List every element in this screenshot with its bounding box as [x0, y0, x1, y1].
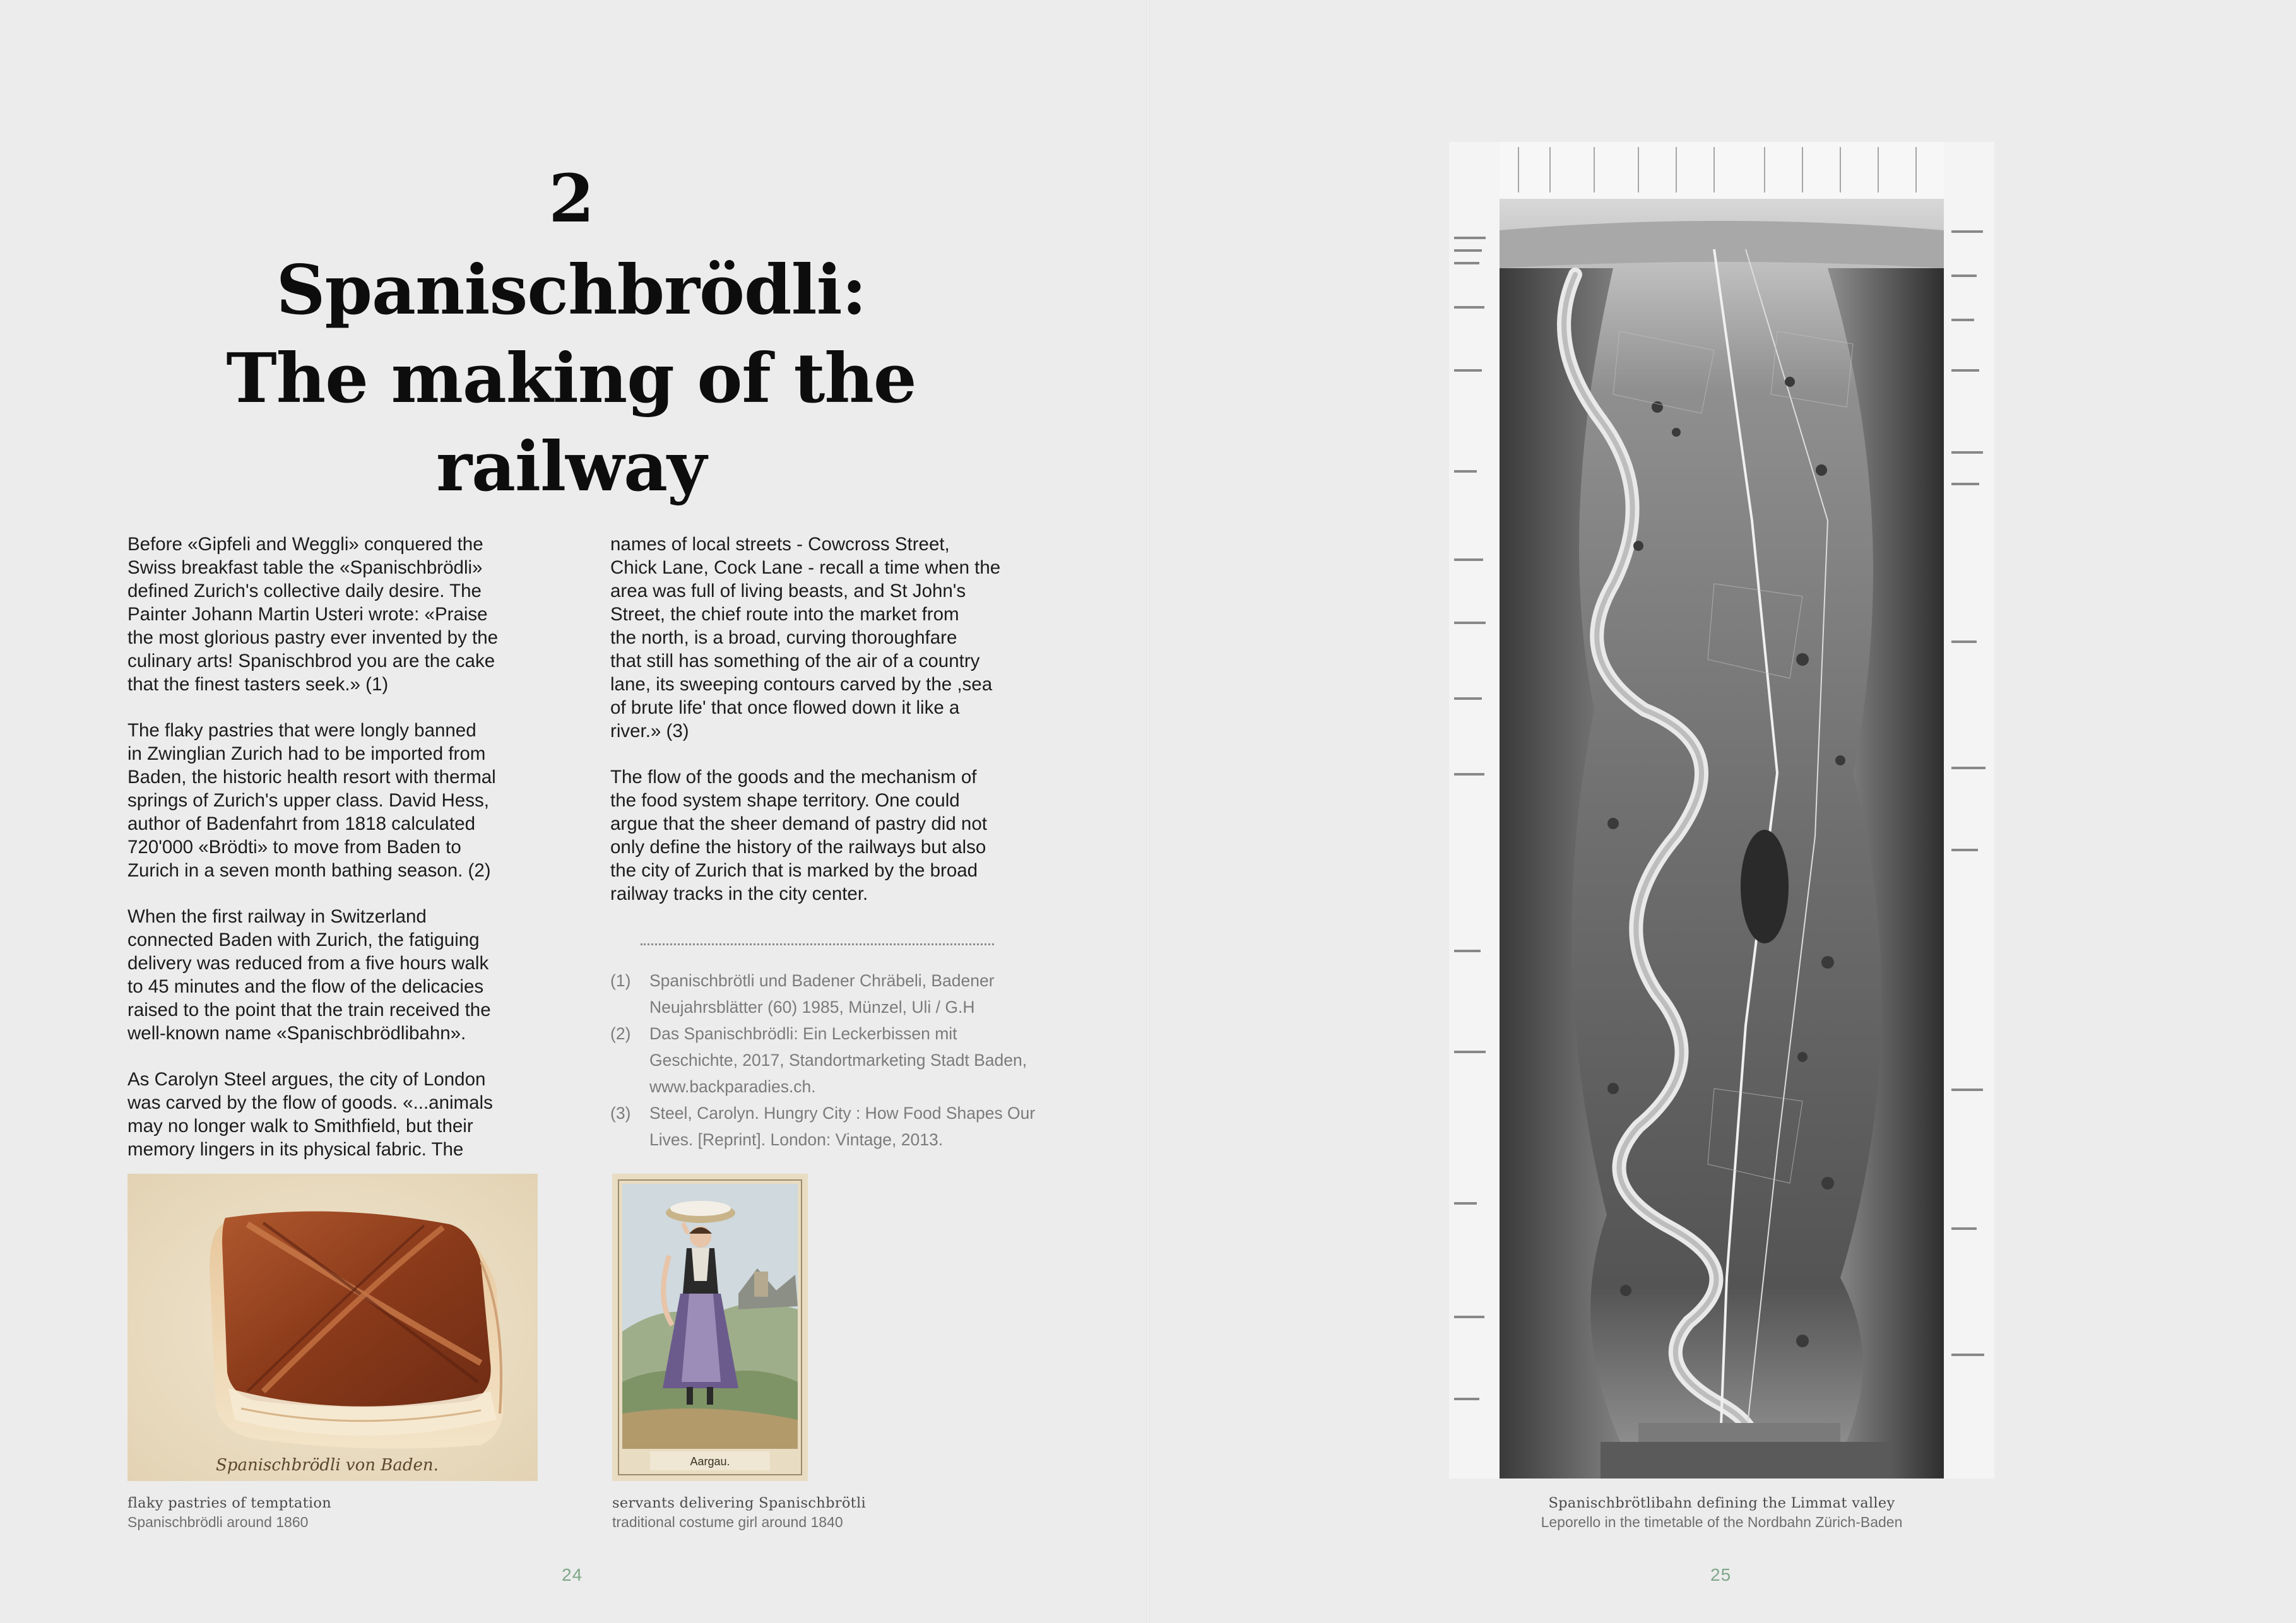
paragraph: Before «Gipfeli and Weggli» conquered the Swiss breakfast table the «Spanischbrödli» defined Zurich's collective daily desire. The Painter Johann Martin Usteri wrote: «Praise the most glorious pastry ever invented by the culinary arts! Spanischbrod you are the cake that the finest tasters seek.» (1) [127, 534, 499, 695]
caption-subtitle: traditional costume girl around 1840 [612, 1514, 843, 1530]
footnote [610, 1020, 1052, 1100]
chapter-title-line-1: Spanischbrödli: [276, 251, 867, 330]
pastry-drawing [127, 1174, 538, 1481]
costume-girl-caption [612, 1494, 866, 1532]
panorama-map-caption [1449, 1494, 1994, 1532]
book-gutter [1146, 0, 1150, 1623]
panorama-map-drawing [1449, 142, 1994, 1478]
footnote [610, 967, 1052, 1020]
chapter-title [95, 151, 1048, 511]
costume-label: Aargau. [690, 1455, 730, 1468]
footnote-text: Das Spanischbrödli: Ein Leckerbissen mit Geschichte, 2017, Standortmarketing Stadt Baden, www.backparadies.ch. [649, 1024, 1027, 1096]
limmat-valley-panorama-map [1449, 142, 1994, 1478]
text-column-2 [610, 533, 1046, 928]
footnote-number: (1) [610, 971, 631, 990]
pastry-script-label: Spanischbrödli von Baden. [216, 1456, 439, 1475]
text-column-1 [127, 533, 563, 1184]
caption-subtitle: Leporello in the timetable of the Nordbahn Zürich-Baden [1541, 1514, 1903, 1530]
caption-title: servants delivering Spanischbrötli [612, 1495, 867, 1511]
footnote-number: (2) [610, 1024, 631, 1043]
paragraph: The flaky pastries that were longly banned in Zwinglian Zurich had to be imported from Baden, the historic health resort with thermal springs of Zurich's upper class. David Hess, author of Badenfahrt from 1818 calculated 720'000 «Brödti» to move from Baden to Zurich in a seven month bathing season. (2) [127, 720, 496, 881]
paragraph: As Carolyn Steel argues, the city of London was carved by the flow of goods. «...animals may no longer walk to Smithfield, but their memory lingers in its physical fabric. The [127, 1069, 493, 1160]
page-number-left: 24 [562, 1565, 583, 1585]
footnote-text: Spanischbrötli und Badener Chräbeli, Badener Neujahrsblätter (60) 1985, Münzel, Uli / G.H [649, 971, 995, 1017]
page-number-right: 25 [1710, 1565, 1732, 1585]
footnote-divider [641, 943, 994, 945]
footnote [610, 1100, 1052, 1153]
caption-title: flaky pastries of temptation [127, 1495, 332, 1511]
footnotes [610, 967, 1052, 1153]
paragraph: When the first railway in Switzerland connected Baden with Zurich, the fatiguing delivery was reduced from a five hours walk to 45 minutes and the flow of the delicacies raised to the point that the train received the well-known name «Spanischbrödlibahn». [127, 906, 491, 1044]
caption-subtitle: Spanischbrödli around 1860 [127, 1514, 309, 1530]
pastry-caption [127, 1494, 331, 1532]
caption-title: Spanischbrötlibahn defining the Limmat valley [1548, 1495, 1895, 1511]
costume-girl-drawing [612, 1174, 808, 1481]
footnote-text: Steel, Carolyn. Hungry City : How Food Shapes Our Lives. [Reprint]. London: Vintage, 2013. [649, 1104, 1036, 1149]
costume-girl-illustration [612, 1174, 808, 1481]
chapter-number: 2 [548, 160, 594, 237]
paragraph: The flow of the goods and the mechanism of the food system shape territory. One could argue that the sheer demand of pastry did not only define the history of the railways but also the city of Zurich that is marked by the broad railway tracks in the city center. [610, 767, 987, 904]
chapter-title-line-2: The making of the railway [226, 339, 916, 507]
pastry-illustration [127, 1174, 538, 1481]
footnote-number: (3) [610, 1104, 631, 1123]
paragraph: names of local streets - Cowcross Street, Chick Lane, Cock Lane - recall a time when the area was full of living beasts, and St John's Street, the chief route into the market from the north, is a broad, curving thoroughfare that still has something of the air of a country lane, its sweeping contours carved by the ,sea of brute life' that once flowed down it like a river.» (3) [610, 534, 1001, 741]
